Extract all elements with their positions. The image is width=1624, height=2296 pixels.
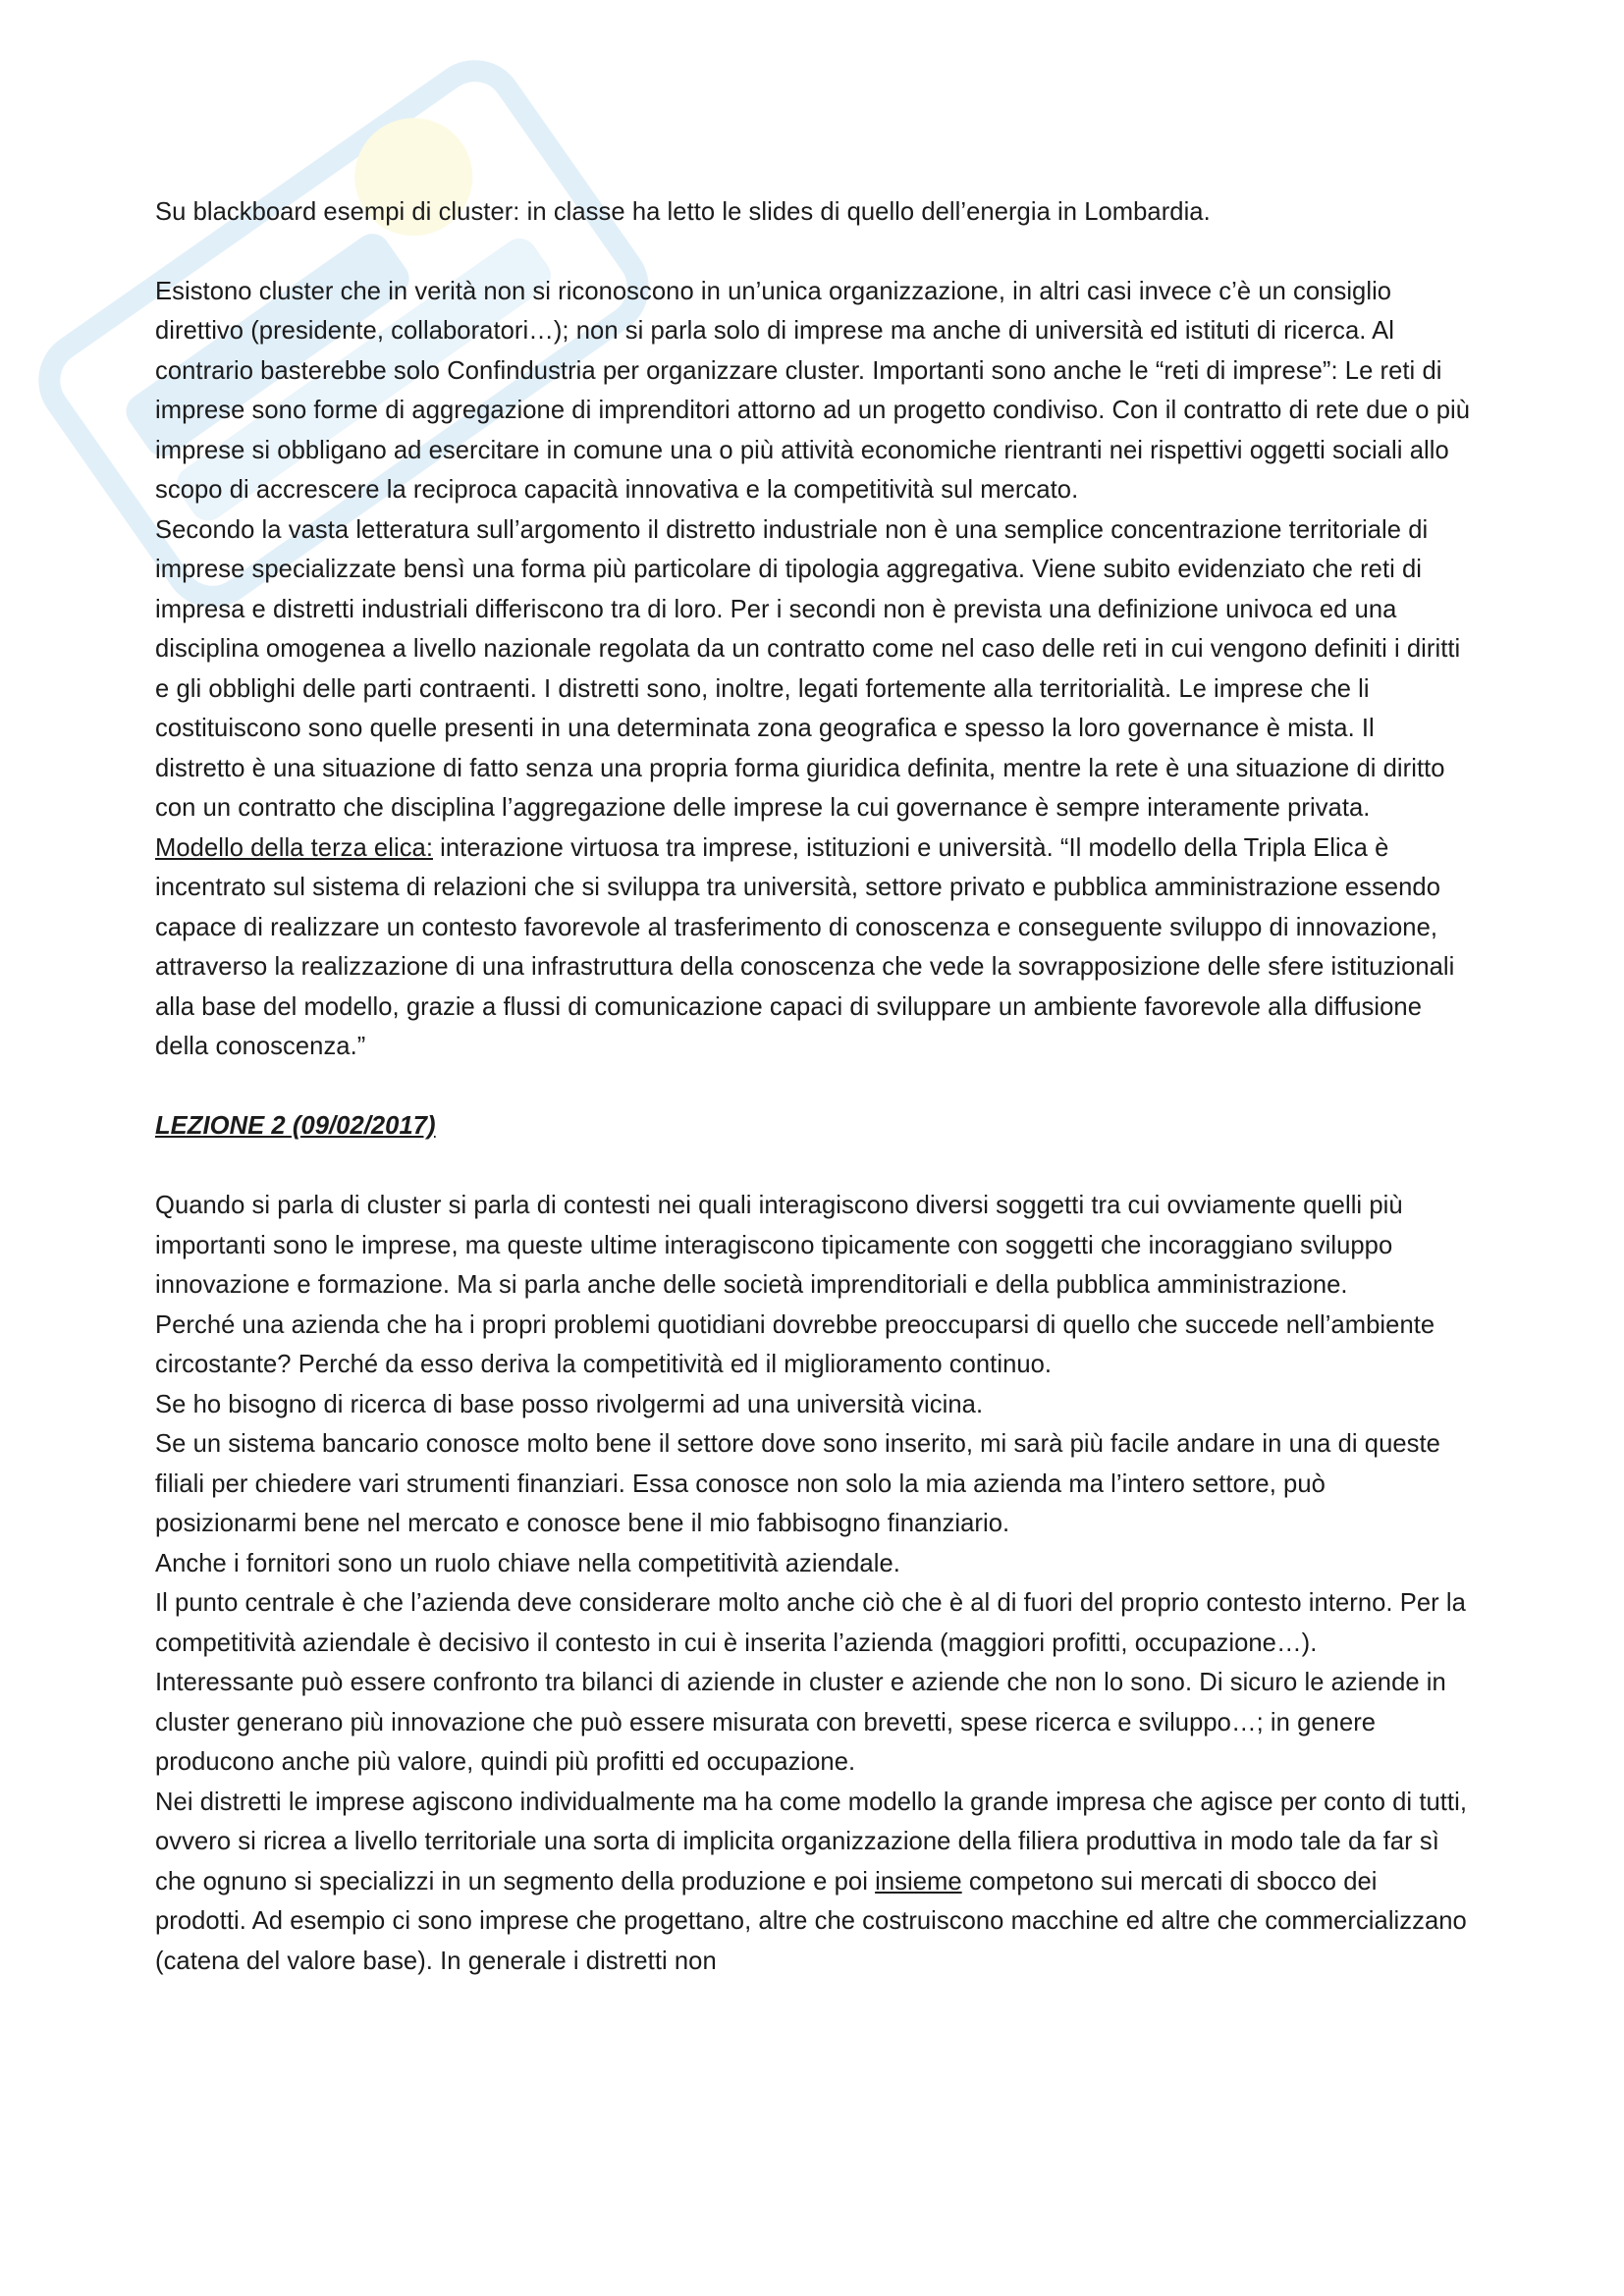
section-heading: LEZIONE 2 (09/02/2017) <box>155 1112 436 1140</box>
document-body <box>155 192 1471 1981</box>
paragraph-gap <box>155 1147 1471 1187</box>
underlined-word: insieme <box>875 1867 962 1896</box>
paragraph <box>155 828 1471 1067</box>
paragraph <box>155 1783 1471 1982</box>
paragraph-gap <box>155 1067 1471 1107</box>
paragraph: Quando si parla di cluster si parla di contesti nei quali interagiscono diversi soggetti tra cui ovviamente quelli più importanti sono le imprese, ma queste ultime interagiscono tipicamente con soggetti che incoraggiano sviluppo innovazione e formazione. Ma si parla anche delle società imprenditoriali e della pubblica amministrazione. <box>155 1192 1403 1299</box>
paragraph-text: Nei distretti le imprese agiscono individualmente ma ha come modello la grande impresa che agisce per conto di tutti, ovvero si ricrea a livello territoriale una sorta di implicita organizzazione della filiera produttiva in modo tale da far sì che ognuno si specializzi in un segmento della produzione e poi <box>155 1788 1467 1896</box>
paragraph: Se un sistema bancario conosce molto bene il settore dove sono inserito, mi sarà più facile andare in una di queste filiali per chiedere vari strumenti finanziari. Essa conosce non solo la mia azienda ma l’intero settore, può posizionarmi bene nel mercato e conosce bene il mio fabbisogno finanziario. <box>155 1430 1440 1537</box>
paragraph: Esistono cluster che in verità non si riconoscono in un’unica organizzazione, in altri casi invece c’è un consiglio direttivo (presidente, collaboratori…); non si parla solo di imprese ma anche di università ed istituti di ricerca. Al contrario basterebbe solo Confindustria per organizzare cluster. Importanti sono anche le “reti di imprese”: Le reti di imprese sono forme di aggregazione di imprenditori attorno ad un progetto condiviso. Con il contratto di rete due o più imprese si obbligano ad esercitare in comune una o più attività economiche rientranti nei rispettivi oggetti sociali allo scopo di accrescere la reciproca capacità innovativa e la competitività sul mercato. <box>155 277 1471 504</box>
underlined-label: Modello della terza elica: <box>155 833 433 862</box>
paragraph: Perché una azienda che ha i propri problemi quotidiani dovrebbe preoccuparsi di quello che succede nell’ambiente circostante? Perché da esso deriva la competitività ed il miglioramento continuo. <box>155 1310 1435 1378</box>
paragraph: Se ho bisogno di ricerca di base posso rivolgermi ad una università vicina. <box>155 1390 984 1418</box>
paragraph: Anche i fornitori sono un ruolo chiave nella competitività aziendale. <box>155 1549 900 1577</box>
paragraph: Interessante può essere confronto tra bilanci di aziende in cluster e aziende che non lo sono. Di sicuro le aziende in cluster generano più innovazione che può essere misurata con brevetti, spese ricerca e sviluppo…; in genere producono anche più valore, quindi più profitti ed occupazione. <box>155 1669 1446 1776</box>
paragraph-text: competono sui mercati di sbocco dei prodotti. Ad esempio ci sono imprese che progettano, altre che costruiscono macchine ed altre che commercializzano (catena del valore base). In generale i distretti non <box>155 1867 1467 1975</box>
paragraph: Il punto centrale è che l’azienda deve considerare molto anche ciò che è al di fuori del proprio contesto interno. Per la competitività aziendale è decisivo il contesto in cui è inserita l’azienda (maggiori profitti, occupazione…). <box>155 1589 1466 1657</box>
paragraph-gap <box>155 233 1471 272</box>
paragraph: Su blackboard esempi di cluster: in classe ha letto le slides di quello dell’energia in Lombardia. <box>155 198 1211 226</box>
paragraph: Secondo la vasta letteratura sull’argomento il distretto industriale non è una semplice concentrazione territoriale di imprese specializzate bensì una forma più particolare di tipologia aggregativa. Viene subito evidenziato che reti di impresa e distretti industriali differiscono tra di loro. Per i secondi non è prevista una definizione univoca ed una disciplina omogenea a livello nazionale regolata da un contratto come nel caso delle reti in cui vengono definiti i diritti e gli obblighi delle parti contraenti. I distretti sono, inoltre, legati fortemente alla territorialità. Le imprese che li costituiscono sono quelle presenti in una determinata zona geografica e spesso la loro governance è mista. Il distretto è una situazione di fatto senza una propria forma giuridica definita, mentre la rete è una situazione di diritto con un contratto che disciplina l’aggregazione delle imprese la cui governance è sempre interamente privata. <box>155 515 1461 822</box>
paragraph-text: interazione virtuosa tra imprese, istituzioni e università. “Il modello della Tripla Elica è incentrato sul sistema di relazioni che si sviluppa tra università, settore privato e pubblica amministrazione essendo capace di realizzare un contesto favorevole al trasferimento di conoscenza e conseguente sviluppo di innovazione, attraverso la realizzazione di una infrastruttura della conoscenza che vede la sovrapposizione delle sfere istituzionali alla base del modello, grazie a flussi di comunicazione capaci di sviluppare un ambiente favorevole alla diffusione della conoscenza.” <box>155 833 1455 1060</box>
